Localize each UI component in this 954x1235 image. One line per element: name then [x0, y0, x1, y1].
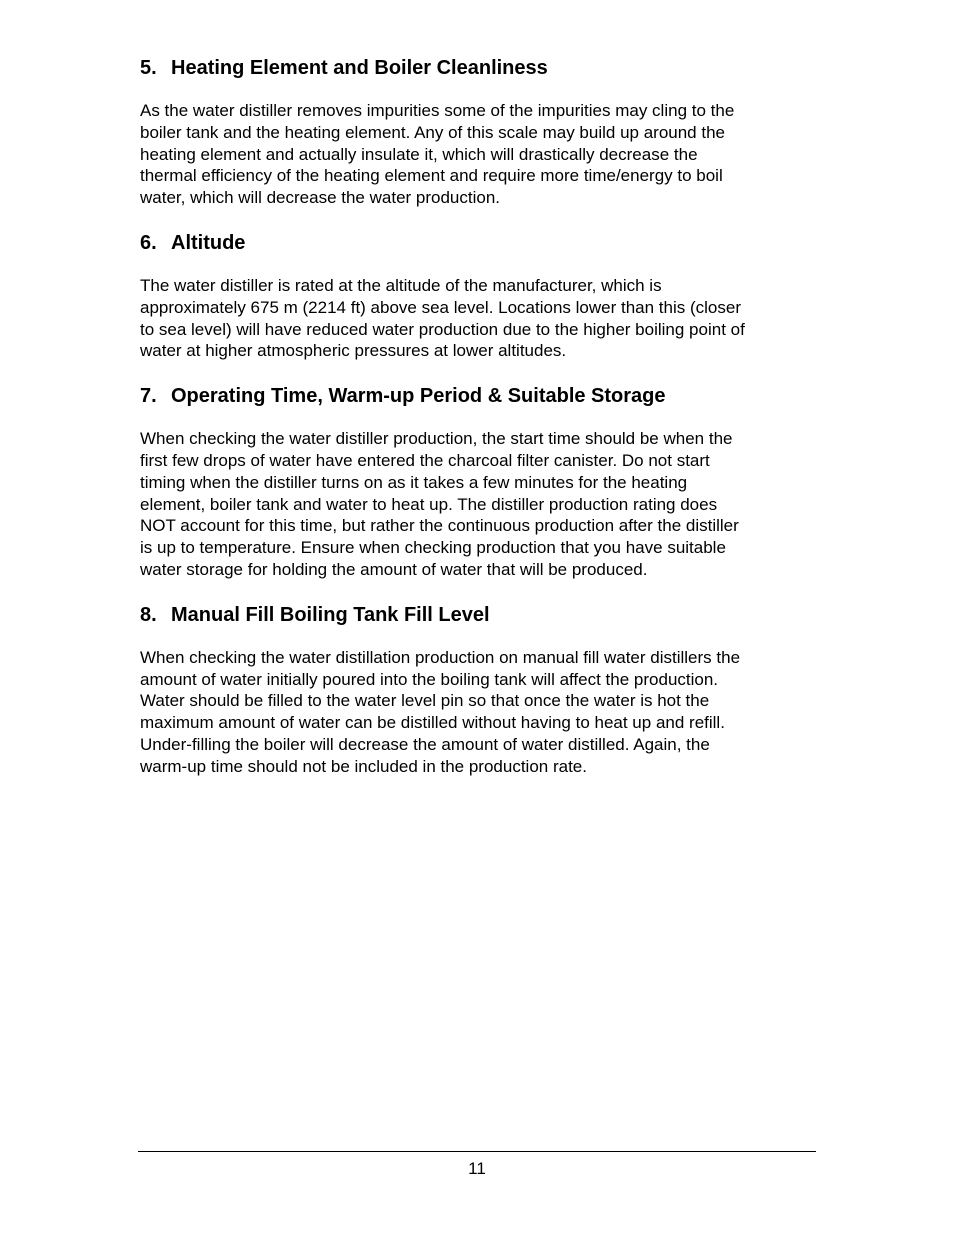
section-operating-time — [140, 384, 816, 581]
section-heading — [140, 231, 816, 255]
section-altitude — [140, 231, 816, 362]
section-heading — [140, 56, 816, 80]
section-number: 5. — [140, 57, 157, 79]
section-title: Altitude — [171, 231, 246, 254]
section-manual-fill — [140, 603, 816, 778]
section-paragraph: When checking the water distillation production on manual fill water distillers the amount of water initially poured into the boiling tank will affect the production. Water should be filled to the water level pin so that once the water is hot the maximum amount of water can be distilled without having to heat up and refill. Under-filling the boiler will decrease the amount of water distilled. Again, the warm-up time should not be included in the production rate. — [140, 647, 741, 776]
section-number: 7. — [140, 385, 157, 408]
section-title: Operating Time, Warm-up Period & Suitable Storage — [171, 385, 666, 408]
section-title: Heating Element and Boiler Cleanliness — [171, 57, 548, 79]
section-heading — [140, 384, 816, 408]
section-heating-element — [140, 56, 816, 209]
footer-divider — [138, 1151, 816, 1152]
document-content — [140, 56, 816, 778]
section-paragraph: When checking the water distiller production, the start time should be when the first few drops of water have entered the charcoal filter canister. Do not start timing when the distiller turns on as it takes a few minutes for the heating element, boiler tank and water to heat up. The distiller production rating does NOT account for this time, but rather the continuous production after the distiller is up to temperature. Ensure when checking production that you have suitable water storage for holding the amount of water that will be produced. — [140, 429, 739, 579]
section-paragraph: The water distiller is rated at the altitude of the manufacturer, which is approximately 675 m (2214 ft) above sea level. Locations lower than this (closer to sea level) will have reduced water production due to the higher boiling point of water at higher atmospheric pressures at lower altitudes. — [140, 275, 745, 361]
section-number: 6. — [140, 231, 157, 254]
section-heading — [140, 603, 816, 627]
section-title: Manual Fill Boiling Tank Fill Level — [171, 603, 490, 626]
page-number: 11 — [468, 1159, 486, 1178]
section-number: 8. — [140, 603, 157, 626]
section-paragraph: As the water distiller removes impurities some of the impurities may cling to the boiler tank and the heating element. Any of this scale may build up around the heating element and actually insulate it, which will drastically decrease the thermal efficiency of the heating element and require more time/energy to boil water, which will decrease the water production. — [140, 101, 735, 208]
